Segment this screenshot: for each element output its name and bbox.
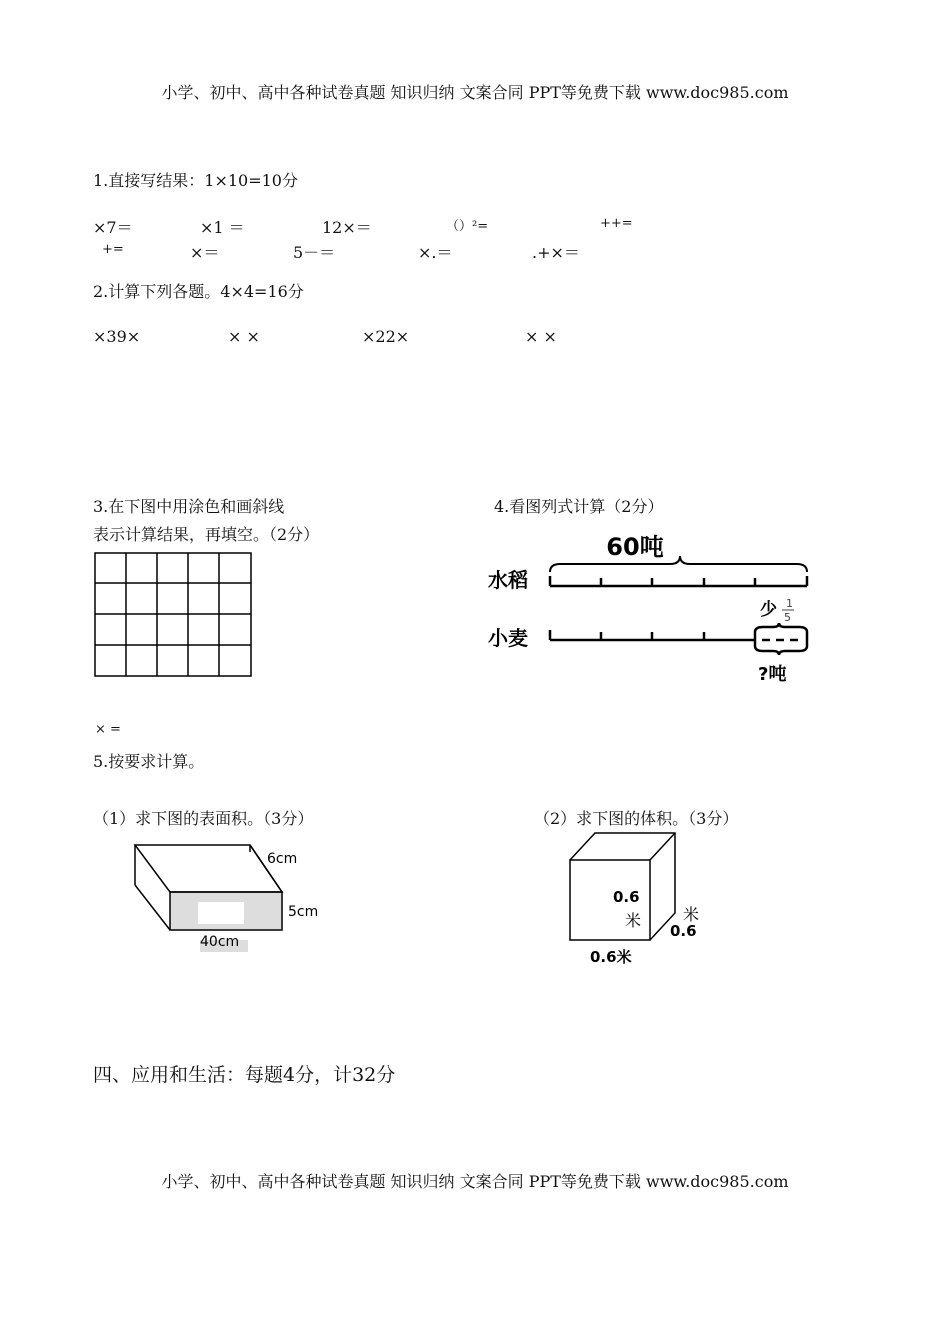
height-label: 5cm: [288, 904, 319, 920]
page-header: 小学、初中、高中各种试卷真题 知识归纳 文案合同 PPT等免费下载 www.doc985.com: [161, 83, 789, 102]
q1-item: ×.＝: [418, 243, 453, 262]
fraction-denominator: 5: [784, 611, 791, 624]
unknown-label: ?吨: [758, 664, 787, 685]
q1-item: 12×＝: [322, 218, 372, 237]
q2-item: × ×: [228, 327, 260, 346]
cube-figure: [565, 828, 715, 968]
cube-width-label: 0.6米: [590, 948, 632, 966]
cube-depth-unit: 米: [683, 905, 700, 924]
q1-item: .+×＝: [532, 243, 580, 262]
cube-height-value: 0.6: [613, 888, 640, 906]
q3-answer: × =: [95, 722, 121, 737]
q2-item: ×39×: [93, 327, 141, 346]
brace-top: [550, 556, 807, 572]
section-4-title: 四、应用和生活：每题4分，计32分: [93, 1064, 396, 1086]
q1-title: 1.直接写结果：1×10=10分: [93, 171, 298, 190]
rice-bar: [550, 576, 807, 586]
q1-item: ++=: [600, 216, 633, 231]
less-label: 少: [760, 600, 777, 620]
q4-diagram: [480, 520, 820, 690]
cube-depth-value: 0.6: [670, 922, 697, 940]
page-footer: 小学、初中、高中各种试卷真题 知识归纳 文案合同 PPT等免费下载 www.doc985.com: [161, 1172, 789, 1191]
wheat-label: 小麦: [488, 626, 528, 650]
wheat-bar: [550, 623, 807, 655]
q1-item: 5－＝: [293, 243, 336, 262]
q3-title: 3.在下图中用涂色和画斜线: [93, 497, 285, 516]
length-label: 40cm: [200, 934, 240, 950]
q5-part2-title: （2）求下图的体积。（3分）: [534, 809, 739, 828]
q2-title: 2.计算下列各题。4×4=16分: [93, 282, 304, 301]
q4-title: 4.看图列式计算（2分）: [494, 497, 664, 516]
fraction-numerator: 1: [786, 597, 793, 610]
width-label: 6cm: [267, 851, 298, 867]
q2-item: ×22×: [362, 327, 410, 346]
q3-grid: [94, 552, 254, 678]
q3-subtitle: 表示计算结果，再填空。（2分）: [93, 525, 320, 544]
q1-item: ×1 ＝: [200, 218, 245, 237]
cuboid-figure: [130, 840, 340, 960]
total-label: 60吨: [606, 533, 664, 561]
q1-item: +=: [102, 242, 124, 257]
q5-title: 5.按要求计算。: [93, 752, 205, 771]
q1-item: （）²=: [446, 219, 489, 234]
q1-item: ×＝: [190, 243, 220, 262]
rice-label: 水稻: [488, 568, 528, 592]
q5-part1-title: （1）求下图的表面积。（3分）: [93, 809, 314, 828]
q1-item: ×7＝: [93, 218, 133, 237]
q2-item: × ×: [525, 327, 557, 346]
cube-height-unit: 米: [625, 911, 642, 930]
